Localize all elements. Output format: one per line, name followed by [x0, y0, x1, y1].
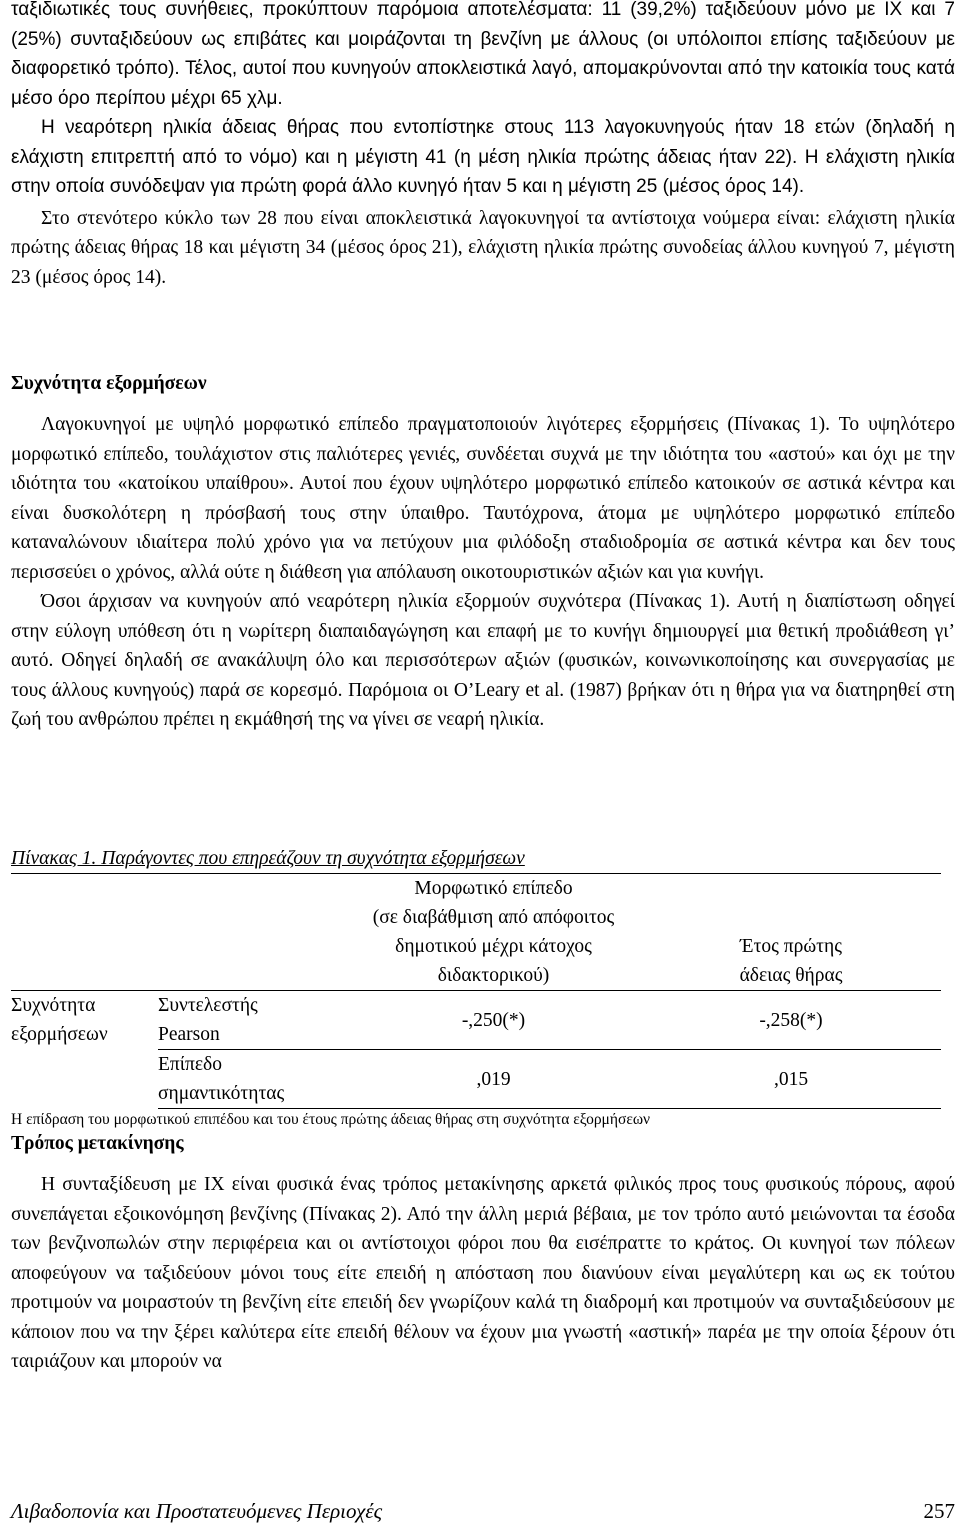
table-block	[11, 845, 955, 1131]
cell-significance-label: Επίπεδο σημαντικότητας	[158, 1050, 346, 1109]
paragraph-carpooling: Η συνταξίδευση με ΙΧ είναι φυσικά ένας τρόπος μετακίνησης αρκετά φιλικός προς τους φυσικούς πόρους, αφού συνεπάγεται εξοικονόμηση βενζίνης (Πίνακας 2). Από την άλλη μεριά βέβαια, με τον τρόπο αυτό μειώνονται τα έσοδα των βενζινοπωλών στην περιφέρεια και οι αντίστοιχοι φόροι που θα εισέπραττε το κράτος. Οι κυνηγοί των πόλεων αποφεύγουν να ταξιδεύουν μόνοι τους είτε επειδή η απόσταση που διανύουν είναι μεγαλύτερη και ως εκ τούτου προτιμούν να μοιραστούν τη βενζίνη είτε επειδή δεν γνωρίζουν καλά τη διαδρομή και προτιμούν να συνταξιδεύσουν με κάποιον που να την ξέρει καλύτερα είτε επειδή θέλουν να έχουν μια γνωστή «αστική» παρέα με την οποία ξέρουν ότι ταιριάζουν και μπορούν να	[11, 1174, 955, 1372]
paragraph-education: Λαγοκυνηγοί με υψηλό μορφωτικό επίπεδο πραγματοποιούν λιγότερες εξορμήσεις (Πίνακας 1). Το υψηλότερο μορφωτικό επίπεδο, τουλάχιστον στις παλιότερες γενιές, συνδέεται συχνά με την ιδιότητα του «αστού» και όχι με την ιδιότητα του «κατοίκου υπαίθρου». Αυτοί που έχουν υψηλότερο μορφωτικό επίπεδο κατοικούν σε αστικά κέντρα και είναι δυσκολότερη η πρόσβασή τους στην ύπαιθρο. Ταυτόχρονα, άτομα με υψηλότερο μορφωτικό επίπεδο καταναλώνουν ιδιαίτερα πολύ χρόνο για να πετύχουν μια φιλόδοξη σταδιοδρομία σε αστικά κέντρα και δεν τους περισσεύει ο χρόνος, αλλά ούτε η διάθεση για απόλαυση οικοτουριστικών αξιών και για κυνήγι.	[11, 414, 955, 583]
header-education-level: Μορφωτικό επίπεδο (σε διαβάθμιση από απόφοιτος δημοτικού μέχρι κάτοχος διδακτορικού)	[346, 874, 641, 991]
paragraph-early-start: Όσοι άρχισαν να κυνηγούν από νεαρότερη ηλικία εξορμούν συχνότερα (Πίνακας 1). Αυτή η διαπίστωση οδηγεί στην εύλογη υπόθεση ότι η νωρίτερη διαπαιδαγώγηση και επαφή με το κυνήγι δημιουργεί μια θετική προδιάθεση γι’ αυτό. Οδηγεί δηλαδή σε ανακάλυψη όλο και περισσότερων αξιών (φυσικών, κοινωνικοποίησης και συνεργασίας με τους άλλους κυνηγούς) παρά σε κορεσμό. Παρόμοια οι O’Leary et al. (1987) βρήκαν ότι η θήρα για να διατηρηθεί στη ζωή του ανθρώπου πρέπει η εκμάθησή της να γίνει σε νεαρή ηλικία.	[11, 591, 955, 730]
cell-pearson-year: -,258(*)	[641, 991, 941, 1050]
page-footer	[11, 1497, 955, 1525]
cell-pearson-education: -,250(*)	[346, 991, 641, 1050]
paragraph-travel-habits: ταξιδιωτικές τους συνήθειες, προκύπτουν παρόμοια αποτελέσματα: 11 (39,2%) ταξιδεύουν μόνο με ΙΧ και 7 (25%) συνταξιδεύουν ως επιβάτες και μοιράζονται τη βενζίνη με άλλους (οι υπόλοιποι επίσης ταξιδεύουν με διαφορετικό τρόπο). Τέλος, αυτοί που κυνηγούν αποκλειστικά λαγό, απομακρύνονται από την κατοικία τους κατά μέσο όρο περίπου μέχρι 65 χλμ.	[11, 0, 955, 109]
factors-table	[11, 873, 941, 1109]
section-travel-mode	[11, 1129, 955, 1377]
header-first-license-year: Έτος πρώτης άδειας θήρας	[641, 874, 941, 991]
row-label-trip-frequency: Συχνότητα εξορμήσεων	[11, 991, 158, 1109]
page-number: 257	[923, 1499, 955, 1523]
table-note: Η επίδραση του μορφωτικού επιπέδου και του έτους πρώτης άδειας θήρας στη συχνότητα εξορμήσεων	[11, 1111, 651, 1128]
table-row-pearson	[11, 991, 941, 1050]
section-trip-frequency	[11, 369, 955, 735]
paragraph-exclusive-hunters: Στο στενότερο κύκλο των 28 που είναι αποκλειστικά λαγοκυνηγοί τα αντίστοιχα νούμερα είναι: ελάχιστη ηλικία πρώτης άδειας θήρας 18 και μέγιστη 34 (μέσος όρος 21), ελάχιστη ηλικία πρώτης συνοδείας άλλου κυνηγού 7, μέγιστη 23 (μέσος όρος 14).	[11, 207, 955, 288]
table-caption: Πίνακας 1. Παράγοντες που επηρεάζουν τη συχνότητα εξορμήσεων	[11, 848, 525, 869]
section-heading-frequency: Συχνότητα εξορμήσεων	[11, 373, 207, 394]
footer-title: Λιβαδοπονία και Προστατευόμενες Περιοχές	[11, 1499, 383, 1523]
paragraph-license-age: Η νεαρότερη ηλικία άδειας θήρας που εντοπίστηκε στους 113 λαγοκυνηγούς ήταν 18 ετών (δηλαδή η ελάχιστη επιτρεπτή από το νόμο) και η μέγιστη 41 (η μέση ηλικία πρώτης άδειας ήταν 22). Η ελάχιστη ηλικία στην οποία συνόδεψαν για πρώτη φορά άλλο κυνηγό ήταν 5 και η μέγιστη 25 (μέσος όρος 14).	[11, 117, 955, 197]
cell-significance-year: ,015	[641, 1050, 941, 1109]
intro-section	[11, 0, 955, 292]
table-header-row	[11, 874, 941, 991]
cell-significance-education: ,019	[346, 1050, 641, 1109]
cell-pearson-label: Συντελεστής Pearson	[158, 991, 346, 1050]
section-heading-travel-mode: Τρόπος μετακίνησης	[11, 1133, 184, 1154]
